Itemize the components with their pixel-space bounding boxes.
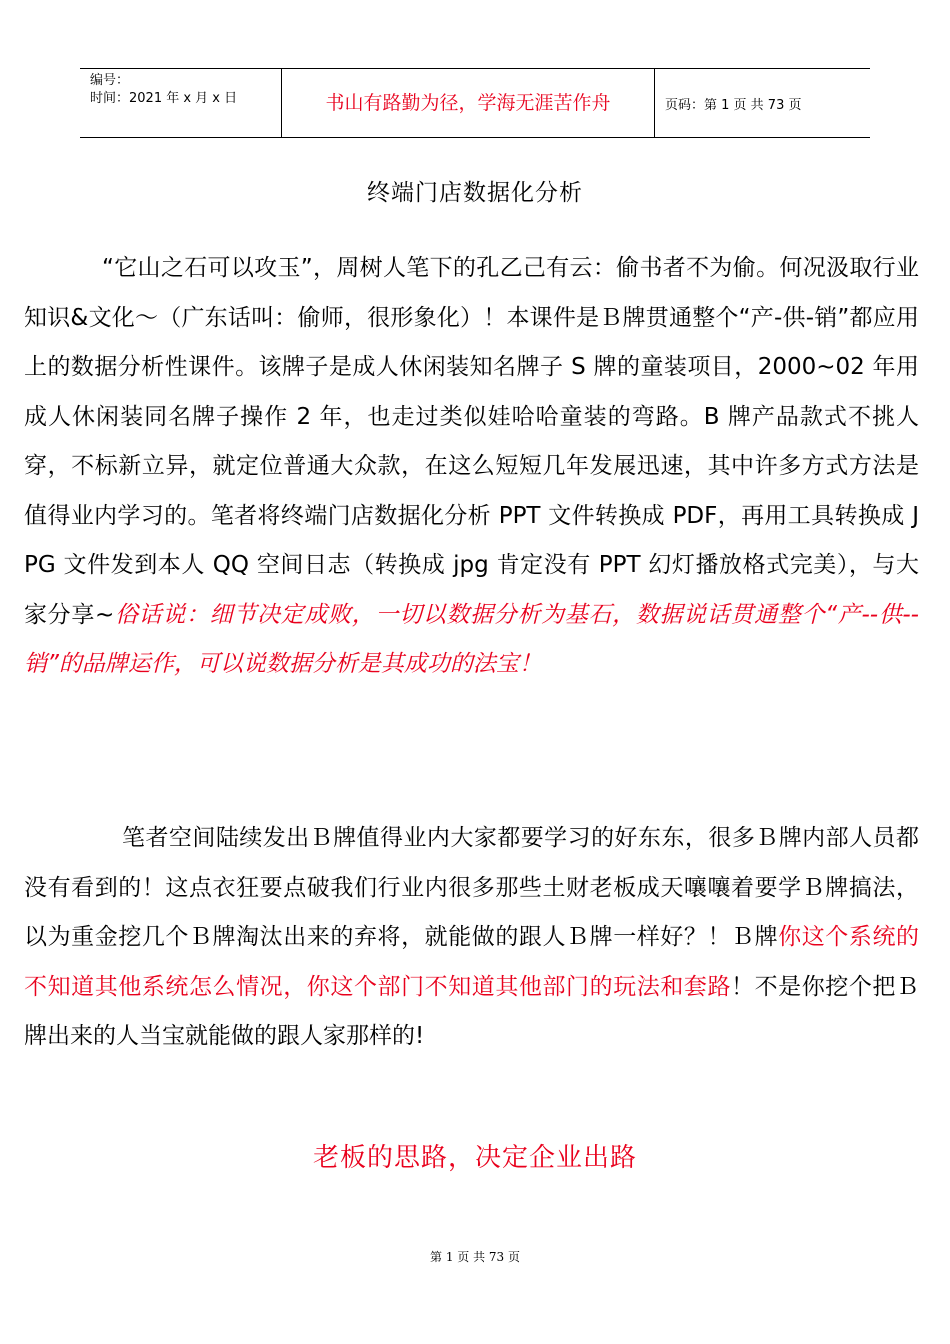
intro-paragraph [24,244,919,690]
header-motto: 书山有路勤为径，学海无涯苦作舟 [325,92,611,114]
header-motto-cell [282,69,655,137]
document-code-label: 编号： [90,73,130,88]
header-page-cell [655,69,870,137]
section-heading: 老板的思路，决定企业出路 [312,1143,637,1173]
document-title: 终端门店数据化分析 [367,180,583,206]
document-date: 时间：2021 年 x 月 x 日 [90,91,238,106]
page-header-table [80,68,870,138]
header-meta-cell [80,69,282,137]
second-paragraph [24,814,919,1062]
intro-paragraph-highlight: 俗话说：细节决定成败，一切以数据分析为基石，数据说话贯通整个“产--供--销”的品牌运作，可以说数据分析是其成功的法宝！ [24,601,919,677]
second-paragraph-highlight: 你这个系统的不知道其他系统怎么情况，你这个部门不知道其他部门的玩法和套路 [24,924,920,1000]
second-paragraph-text-after: ！不是你挖个把Ｂ牌出来的人当宝就能做的跟人家那样的! [24,973,920,1049]
intro-paragraph-text: “它山之石可以攻玉”，周树人笔下的孔乙己有云：偷书者不为偷。何况汲取行业知识&文化～（广东话叫：偷师，很形象化）！本课件是Ｂ牌贯通整个“产-供-销”都应用上的数据分析性课件。该牌子是成人休闲装知名牌子 S 牌的童装项目，2000~02 年用成人休闲装同名牌子操作 2 年，也走过类似娃哈哈童装的弯路。B 牌产品款式不挑人穿，不标新立异，就定位普通大众款，在这么短短几年发展迅速，其中许多方式方法是值得业内学习的。笔者将终端门店数据化分析 PPT 文件转换成 PDF，再用工具转换成 JPG 文件发到本人 QQ 空间日志（转换成 jpg 肯定没有 PPT 幻灯播放格式完美），与大家分享~ [24,255,919,628]
second-paragraph-text-before: 笔者空间陆续发出Ｂ牌值得业内大家都要学习的好东东，很多Ｂ牌内部人员都没有看到的！这点衣狂要点破我们行业内很多那些土财老板成天嚷嚷着要学Ｂ牌搞法，以为重金挖几个Ｂ牌淘汰出来的弃将，就能做的跟人Ｂ牌一样好？！Ｂ牌 [24,825,919,950]
footer-page-number: 第 1 页 共 73 页 [430,1250,520,1264]
header-page-code: 页码：第 1 页 共 73 页 [665,98,802,113]
